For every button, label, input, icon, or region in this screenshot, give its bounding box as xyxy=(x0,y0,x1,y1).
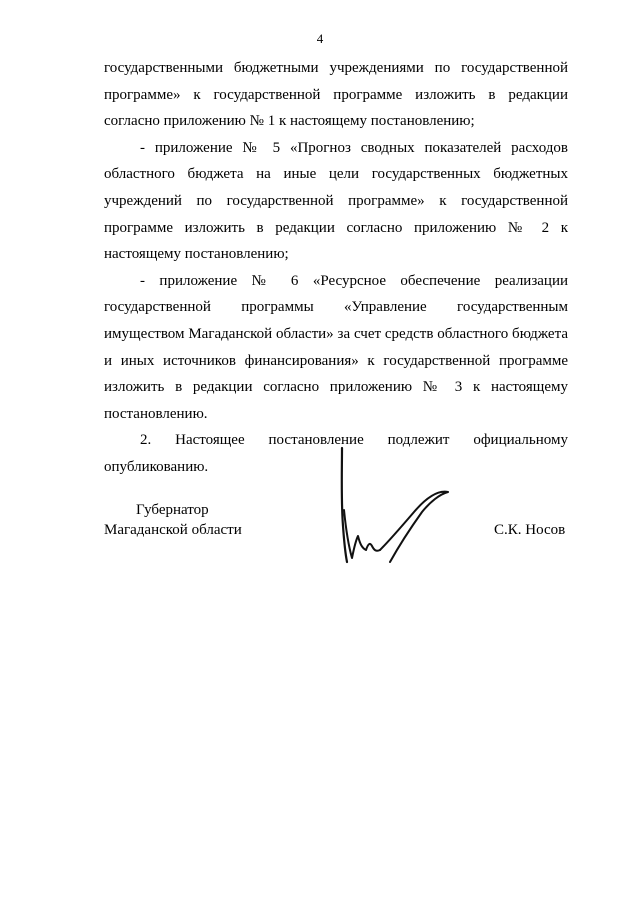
signatory-name: С.К. Носов xyxy=(494,522,566,538)
handwritten-signature xyxy=(330,440,460,570)
paragraph-publication: 2. Настоящее постановление подлежит официальному опубликованию. xyxy=(104,432,568,475)
paragraph-appendix-6: - приложение № 6 «Ресурсное обеспечение реализации государственной программы «Управление государственным имуществом Магаданской области» за счет средств областного бюджета и иных источников финансирования» к государственной программе изложить в редакции согласно приложению № 3 к настоящему постановлению. xyxy=(104,272,568,422)
signatory-region: Магаданской области xyxy=(104,522,242,538)
signatory-position: Губернатор xyxy=(136,502,209,518)
document-body xyxy=(104,55,568,481)
paragraph-continuation: государственными бюджетными учреждениями по государственной программе» к государственной программе изложить в редакции согласно приложению № 1 к настоящему постановлению; xyxy=(104,60,568,130)
paragraph-appendix-5: - приложение № 5 «Прогноз сводных показателей расходов областного бюджета на иные цели государственных бюджетных учреждений по государственной программе» к государственной программе изложить в редакции согласно приложению № 2 к настоящему постановлению; xyxy=(104,139,568,263)
signatory-title xyxy=(104,500,242,540)
page-number: 4 xyxy=(316,31,324,46)
